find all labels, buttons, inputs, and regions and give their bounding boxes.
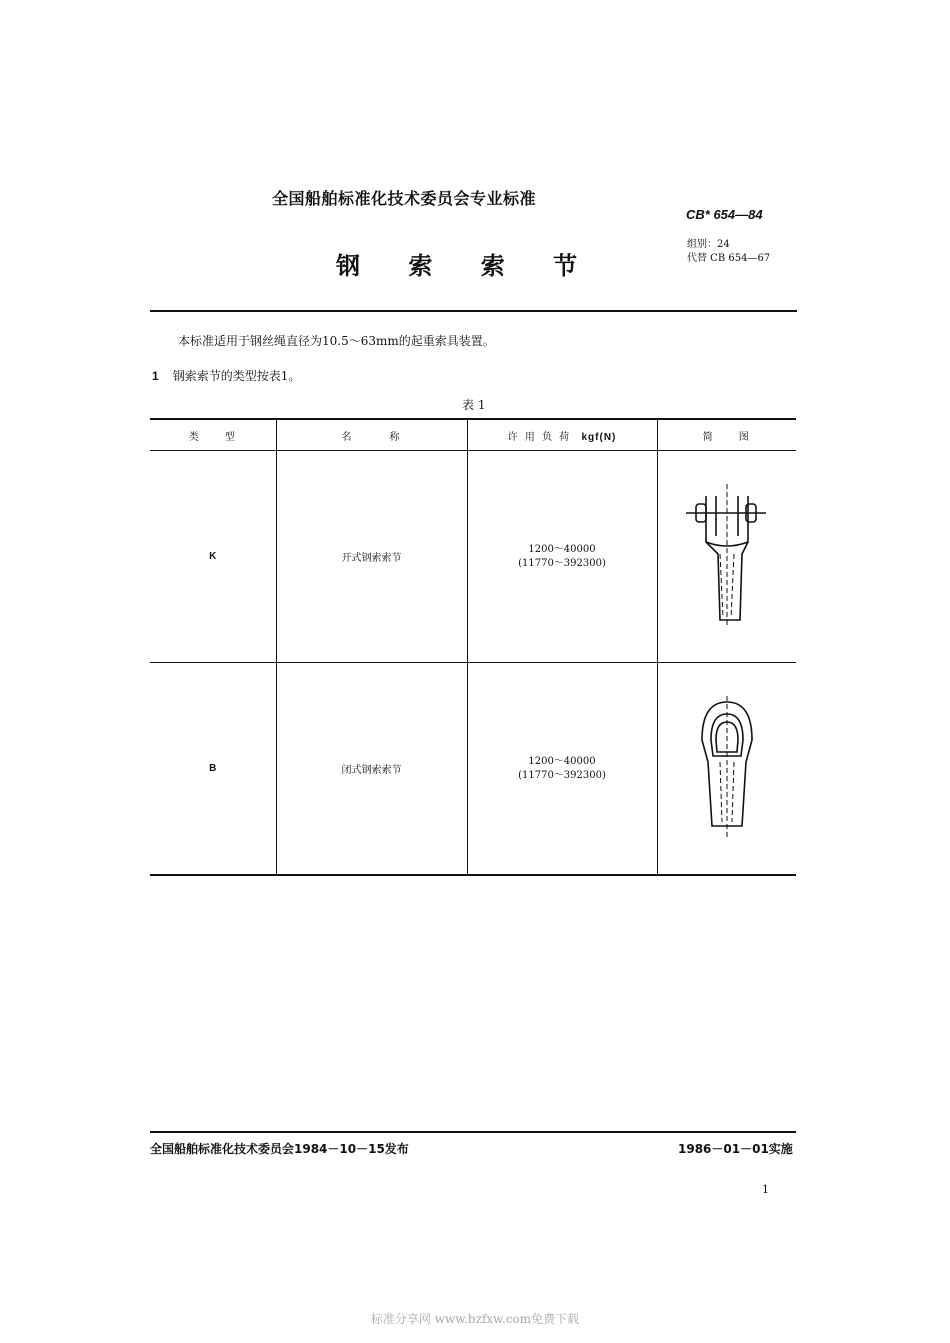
header-diagram: 简 图 (657, 419, 796, 451)
row-diagram (657, 663, 796, 876)
table-caption: 表 1 (462, 398, 486, 412)
row-type: B (209, 763, 217, 774)
table-header-row (150, 419, 796, 451)
group-info (687, 238, 770, 266)
socket-types-table (150, 418, 796, 876)
clause-1 (152, 367, 300, 384)
header-type: 类 型 (188, 431, 237, 443)
group-label: 组别：24 (687, 239, 730, 250)
closed-socket-drawing (682, 692, 772, 842)
row-diagram (657, 451, 796, 663)
header-load-unit: kgf(N) (581, 431, 617, 443)
replaces-label: 代替 CB 654—67 (687, 253, 771, 264)
committee-title: 全国船舶标准化技术委员会专业标准 (272, 189, 537, 208)
row-type: K (209, 551, 217, 562)
page-number: 1 (762, 1183, 769, 1196)
watermark-footer: 标准分享网 www.bzfxw.com免费下载 (370, 1312, 580, 1326)
row-load-kgf: 1200～40000 (528, 543, 596, 555)
document-title: 钢 索 索 节 (336, 252, 598, 280)
scope-text: 本标准适用于钢丝绳直径为10.5～63mm的起重索具装置。 (178, 334, 495, 348)
table-row (150, 451, 796, 663)
header-name: 名 称 (276, 419, 467, 451)
row-load (467, 663, 657, 876)
bottom-rule (150, 1131, 796, 1133)
row-name: 开式钢索索节 (276, 451, 467, 663)
clause-number: 1 (152, 369, 159, 383)
issued-date: 全国船舶标准化技术委员会1984－10－15发布 (150, 1142, 409, 1156)
effective-date: 1986－01－01实施 (678, 1142, 793, 1156)
row-load-n: (11770～392300) (518, 769, 606, 781)
clause-text: 钢索索节的类型按表1。 (172, 369, 301, 383)
open-socket-drawing (682, 480, 772, 630)
standard-code: CB* 654—84 (686, 207, 763, 222)
header-load-label: 许 用 负 荷 (507, 431, 572, 443)
row-name: 闭式钢索索节 (276, 663, 467, 876)
table-row (150, 663, 796, 876)
row-load-n: (11770～392300) (518, 557, 606, 569)
row-load (467, 451, 657, 663)
top-rule (150, 310, 797, 312)
row-load-kgf: 1200～40000 (528, 755, 596, 767)
header-load (467, 419, 657, 451)
